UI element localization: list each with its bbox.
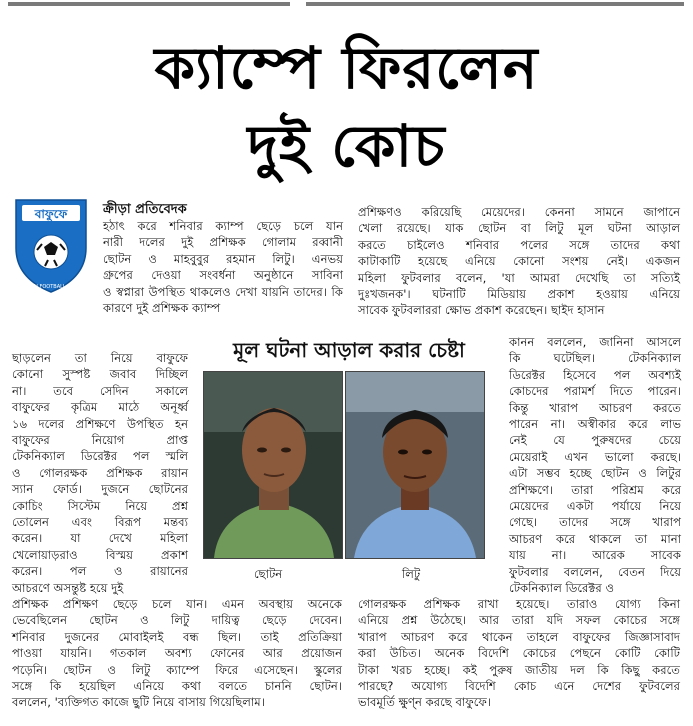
text-line: করেন। যা দেখে মহিলা — [12, 531, 188, 546]
text-line: এনিয়ে প্রশ্ন উঠেছে। আর তারা যদি সফল কোচের সঙ্গে — [358, 613, 680, 628]
text-line: সাবেক ফুটবলাররা ক্ষোভ প্রকাশ করেছেন। ছাইদ হাসান — [358, 303, 605, 318]
text-line: স্যান ফোর্ড। দুজনে ছোটনের — [12, 482, 188, 497]
headline-line-2: দুই কোচ — [247, 112, 446, 180]
text-line: কি ঘটেছিল। টেকনিক্যাল — [509, 351, 681, 366]
text-line: প্রশিক্ষক প্রশিক্ষণ ছেড়ে চলে যান। এমন অবস্থায় অনেকে — [12, 597, 342, 611]
byline: ক্রীড়া প্রতিবেদক — [103, 202, 187, 217]
text-line: কোচদের পরামর্শ দিতে পারেন। — [509, 384, 681, 399]
text-line: টাকা খরচ হচ্ছে। কই পুরুষ জাতীয় দল কি কিছু করতে — [358, 662, 680, 677]
logo-arc-text: BANGLADESH FOOTBALL FEDERATION — [3, 284, 99, 290]
text-line: ১৬ দলের প্রশিক্ষণে উপস্থিত হন — [12, 416, 188, 431]
caption-litu: লিটু — [402, 567, 421, 581]
subheading: মূল ঘটনা আড়াল করার চেষ্টা — [233, 338, 465, 362]
text-line: ও স্বপ্নারা উপস্থিত থাকলেও দেখা যায়নি তাদের। কি — [103, 284, 343, 299]
text-line: ও গোলরক্ষক প্রশিক্ষক রায়ান — [12, 465, 188, 480]
text-line: তোলেন এবং বিরূপ মন্তব্য — [12, 515, 188, 530]
text-line: কাটাকাটি হয়েছে এনিয়ে কোনো সংশয় নেই। একজন — [358, 254, 680, 269]
text-line: করতে চাইলেও শনিবার পলের সঙ্গে তাদের কথা — [358, 237, 680, 252]
photo-litu — [345, 371, 485, 559]
text-line: মহিলা ফুটবলার বলেন, 'যা আমরা দেখেছি তা সত্যিই — [358, 270, 680, 285]
col2-mid-paragraph — [509, 334, 681, 597]
text-line: শনিবার দুজনের মোবাইলই বন্ধ ছিল। তাই প্রতিক্রিয়া — [12, 629, 342, 644]
text-line: প্রশিক্ষণে। তারা পরিশ্রম করে — [509, 482, 681, 497]
text-line: পারেন না। অস্বীকার করে লাভ — [509, 417, 681, 432]
text-line: ভাবমূর্তি ক্ষুণ্ন করছে বাফুফে। — [358, 695, 492, 710]
bottom-left-paragraph — [12, 596, 342, 711]
text-line: মেয়েরাই এখন ভালো করছে। — [509, 449, 681, 464]
text-line: ফুটবলার বললেন, বেতন দিয়ে — [509, 564, 681, 579]
top-rule — [0, 0, 693, 10]
text-line: মেয়েদের একটা পর্যায়ে নিয়ে — [509, 499, 681, 514]
text-line: হঠাৎ করে শনিবার ক্যাম্প ছেড়ে চলে যান — [103, 219, 343, 233]
text-line: নেই যে পুরুষদের চেয়ে — [509, 433, 681, 448]
text-line: পারছে? অযোগ্য বিদেশি কোচ এনে দেশের ফুটবলের — [358, 679, 680, 694]
text-line: গেছে। তাদের সঙ্গে খারাপ — [509, 515, 681, 530]
text-line: পড়েনি। ছোটন ও লিটু ক্যাম্পে ফিরে এসেছেন। স্কুলের — [12, 662, 342, 677]
text-line: নারী দলের দুই প্রশিক্ষক গোলাম রব্বানী — [103, 235, 343, 250]
photo-chhoton — [203, 371, 343, 559]
text-line: টেকনিক্যাল ডিরেক্টর পল স্মলি — [12, 449, 188, 464]
text-line: পাওয়া যায়নি। গতকাল অবশ্য ফোনের আর প্রয়োজন — [12, 646, 342, 661]
text-line: কিন্তু খারাপ আচরণ করতে — [509, 400, 681, 415]
text-line: এটা সম্ভব হচ্ছে ছোটন ও লিটুর — [509, 466, 681, 481]
text-line: বাফুফের নিয়োগ প্রাপ্ত — [12, 433, 188, 448]
bottom-right-paragraph — [358, 596, 680, 711]
text-line: প্রশিক্ষণও করিয়েছি মেয়েদের। কেননা সামনে জাপানে — [358, 205, 680, 219]
col1-mid-paragraph — [12, 350, 188, 596]
col1-top-paragraph — [103, 218, 343, 316]
text-line: দুঃখজনক'। ঘটনাটি মিডিয়ায় প্রকাশ হওয়ায় এনিয়ে — [358, 287, 680, 302]
text-line: খারাপ আচরণ করে থাকেন তাহলে বাফুফের জিজ্ঞাসাবাদ — [358, 629, 680, 644]
text-line: আচরণ করে থাকলে তা মানা — [509, 531, 681, 546]
text-line: ছোটন ও মাহবুবুর রহমান লিটু। এনভয় — [103, 251, 343, 266]
text-line: করেন। পল ও রায়ানের — [12, 564, 188, 579]
text-line: ছাড়লেন তা নিয়ে বাফুফে — [12, 351, 188, 365]
col2-top-paragraph — [358, 204, 680, 319]
bff-logo — [3, 196, 99, 294]
text-line: টেকনিক্যাল ডিরেক্টর ও — [509, 581, 615, 596]
text-line: যায় না। আরেক সাবেক — [509, 548, 681, 563]
text-line: গোলরক্ষক প্রশিক্ষক রাখা হয়েছে। তারাও যোগ্য কিনা — [358, 597, 680, 611]
text-line: ডিরেক্টর হিসেবে পল অবশ্যই — [509, 367, 681, 382]
text-line: কোচিং সিস্টেম নিয়ে প্রশ্ন — [12, 498, 188, 513]
text-line: ভেবেছিলেন ছোটন ও লিটু দায়িত্ব ছেড়ে দেবেন। — [12, 613, 342, 628]
text-line: সঙ্গে কি হয়েছিল এনিয়ে কথা বলতে চাননি ছোটন। — [12, 679, 342, 694]
text-line: কোনো সুস্পষ্ট জবাব দিচ্ছিল — [12, 367, 188, 382]
text-line: খেলোয়াড়রাও বিস্ময় প্রকাশ — [12, 547, 188, 562]
text-line: বললেন, 'ব্যক্তিগত কাজে ছুটি নিয়ে বাসায় গিয়েছিলাম। — [12, 695, 265, 710]
text-line: গ্রুপের দেওয়া সংবর্ধনা অনুষ্ঠানে সাবিনা — [103, 268, 343, 283]
text-line: বাফুফের কৃত্রিম মাঠে অনূর্ধ্ব — [12, 400, 188, 415]
headline-line-1: ক্যাম্পে ফিরলেন — [154, 34, 539, 102]
text-line: খেলা রয়েছে। যাক ছোটন বা লিটু মূল ঘটনা আড়াল — [358, 221, 680, 236]
logo-text: বাফুফে — [34, 207, 68, 221]
text-line: কানন বললেন, জানিনা আসলে — [509, 335, 681, 349]
text-line: আচরণে অসন্তুষ্ট হয়ে দুই — [12, 580, 124, 595]
caption-chhoton: ছোটন — [254, 567, 283, 581]
text-line: কারণে দুই প্রশিক্ষক ক্যাম্প — [103, 301, 221, 316]
text-line: করা উচিত। অনেক বিদেশি কোচের পেছনে কোটি কোটি — [358, 646, 680, 661]
text-line: না। তবে সেদিন সকালে — [12, 383, 188, 398]
